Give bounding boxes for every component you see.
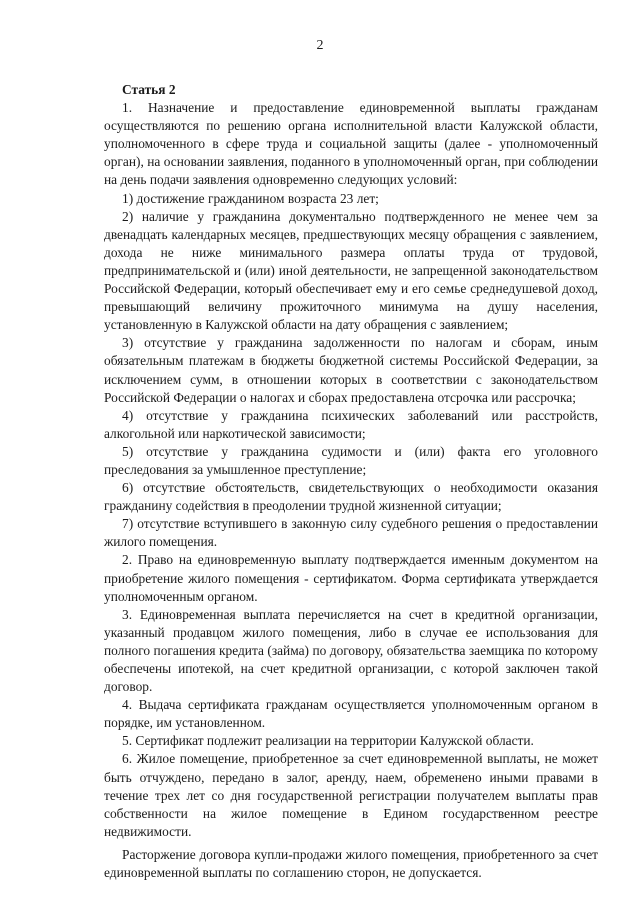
paragraph-2: 2. Право на единовременную выплату подтверждается именным документом на приобретение жилого помещения - сертификатом. Форма сертификата утверждается уполномоченным органом. [104,552,598,604]
condition-6: 6) отсутствие обстоятельств, свидетельствующих о необходимости оказания гражданину содействия в преодолении трудной жизненной ситуации; [104,480,598,514]
paragraph-5: 5. Сертификат подлежит реализации на территории Калужской области. [122,733,534,749]
condition-5: 5) отсутствие у гражданина судимости и (или) факта его уголовного преследования за умышленное преступление; [104,443,598,477]
page-number: 2 [316,38,324,53]
document-body [104,81,598,882]
paragraph-4: 4. Выдача сертификата гражданам осуществляется уполномоченным органом в порядке, им установленном. [104,697,598,731]
condition-4: 4) отсутствие у гражданина психических заболеваний или расстройств, алкогольной или наркотической зависимости; [104,407,598,441]
condition-1: 1) достижение гражданином возраста 23 лет; [122,190,379,206]
article-heading: Статья 2 [122,82,176,97]
paragraph-6: 6. Жилое помещение, приобретенное за счет единовременной выплаты, не может быть отчуждено, передано в залог, аренду, наем, обременено иными правами в течение трех лет со дня государственной регистрации получателем выплаты прав собственности на жилое помещение в Едином государственном реестре недвижимости. [104,751,598,839]
paragraph-final: Расторжение договора купли-продажи жилого помещения, приобретенного за счет единовременной выплаты по соглашению сторон, не допускается. [104,846,598,881]
condition-7: 7) отсутствие вступившего в законную силу судебного решения о предоставлении жилого помещения. [104,516,598,550]
condition-2: 2) наличие у гражданина документально подтвержденного не менее чем за двенадцать календарных месяцев, предшествующих месяцу обращения с заявлением, дохода не ниже минимального размера оплаты труда от трудовой, предпринимательской и (или) иной деятельности, не запрещенной законодательством Российской Федерации, который обеспечивает ему и его семье среднедушевой доход, превышающий величину прожиточного минимума на душу населения, установленную в Калужской области на дату обращения с заявлением; [104,208,598,333]
condition-3: 3) отсутствие у гражданина задолженности по налогам и сборам, иным обязательным платежам в бюджеты бюджетной системы Российской Федерации, за исключением сумм, в отношении которых в соответствии с законодательством Российской Федерации о налогах и сборах предоставлена отсрочка или рассрочка; [104,335,598,405]
paragraph-1: 1. Назначение и предоставление единовременной выплаты гражданам осуществляются по решению органа исполнительной власти Калужской области, уполномоченного в сфере труда и социальной защиты (далее - уполномоченный орган), на основании заявления, поданного в уполномоченный орган, при соблюдении на день подачи заявления одновременно следующих условий: [104,100,598,188]
paragraph-3: 3. Единовременная выплата перечисляется на счет в кредитной организации, указанный продавцом жилого помещения, либо в случае ее использования для полного погашения кредита (займа) по договору, обязательства заемщика по которому обеспечены ипотекой, на счет кредитной организации, с которой заключен такой договор. [104,606,598,695]
